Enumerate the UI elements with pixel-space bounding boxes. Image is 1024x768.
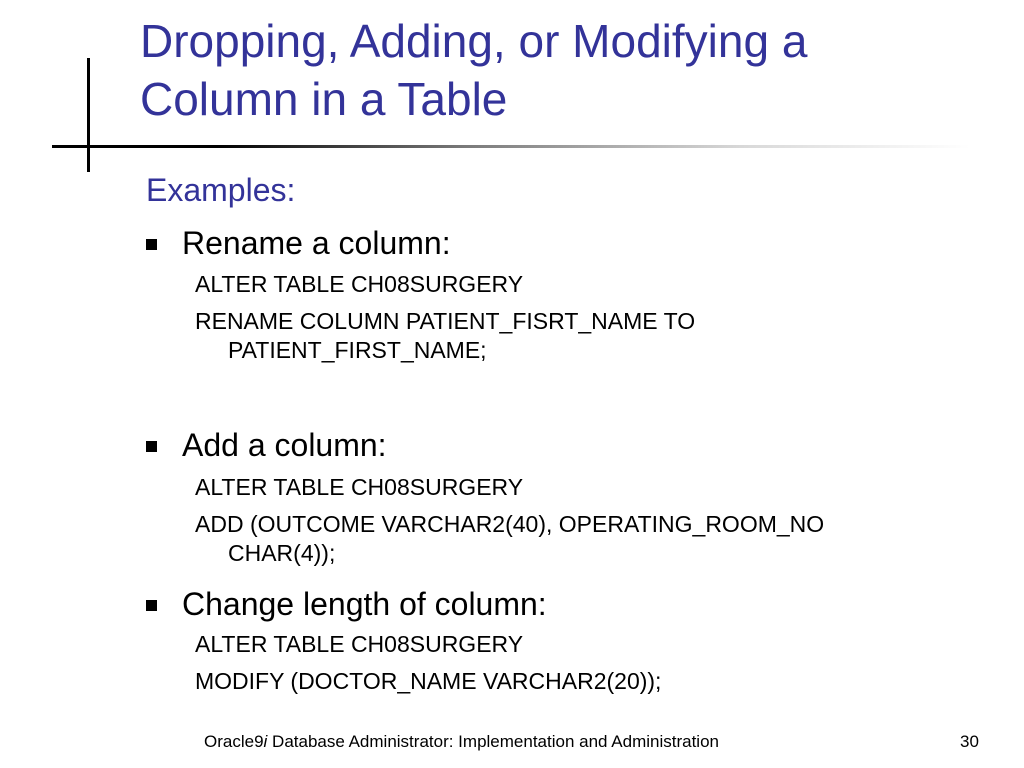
decorative-horizontal-rule: [52, 145, 970, 148]
slide-title-line-1: Dropping, Adding, or Modifying a: [140, 15, 808, 67]
bullet-label: Add a column:: [182, 427, 387, 463]
slide-title: [140, 12, 807, 128]
footer-text-italic: i: [263, 732, 268, 751]
code-line: MODIFY (DOCTOR_NAME VARCHAR2(20));: [195, 668, 662, 694]
code-block-add: [195, 473, 824, 568]
examples-heading: Examples:: [146, 172, 296, 208]
code-line-continuation: CHAR(4));: [228, 540, 336, 566]
code-line: ALTER TABLE CH08SURGERY: [195, 631, 524, 657]
slide-title-line-2: Column in a Table: [140, 73, 508, 125]
code-line: ADD (OUTCOME VARCHAR2(40), OPERATING_ROOM_NO: [195, 511, 825, 537]
footer-text-suffix: Database Administrator: Implementation and Administration: [267, 732, 719, 751]
code-block-rename: [195, 270, 695, 365]
code-line: RENAME COLUMN PATIENT_FISRT_NAME TO: [195, 308, 696, 334]
code-line-continuation: PATIENT_FIRST_NAME;: [228, 337, 487, 363]
code-line: ALTER TABLE CH08SURGERY: [195, 474, 524, 500]
bullet-label: Change length of column:: [182, 586, 547, 622]
decorative-vertical-rule: [87, 58, 90, 172]
square-bullet-icon: [146, 441, 157, 452]
square-bullet-icon: [146, 239, 157, 250]
footer-text-prefix: Oracle9: [204, 732, 264, 751]
footer-text: [204, 731, 719, 753]
page-number: 30: [960, 732, 979, 751]
bullet-label: Rename a column:: [182, 225, 451, 261]
code-block-modify: [195, 630, 661, 696]
code-line: ALTER TABLE CH08SURGERY: [195, 271, 524, 297]
square-bullet-icon: [146, 600, 157, 611]
